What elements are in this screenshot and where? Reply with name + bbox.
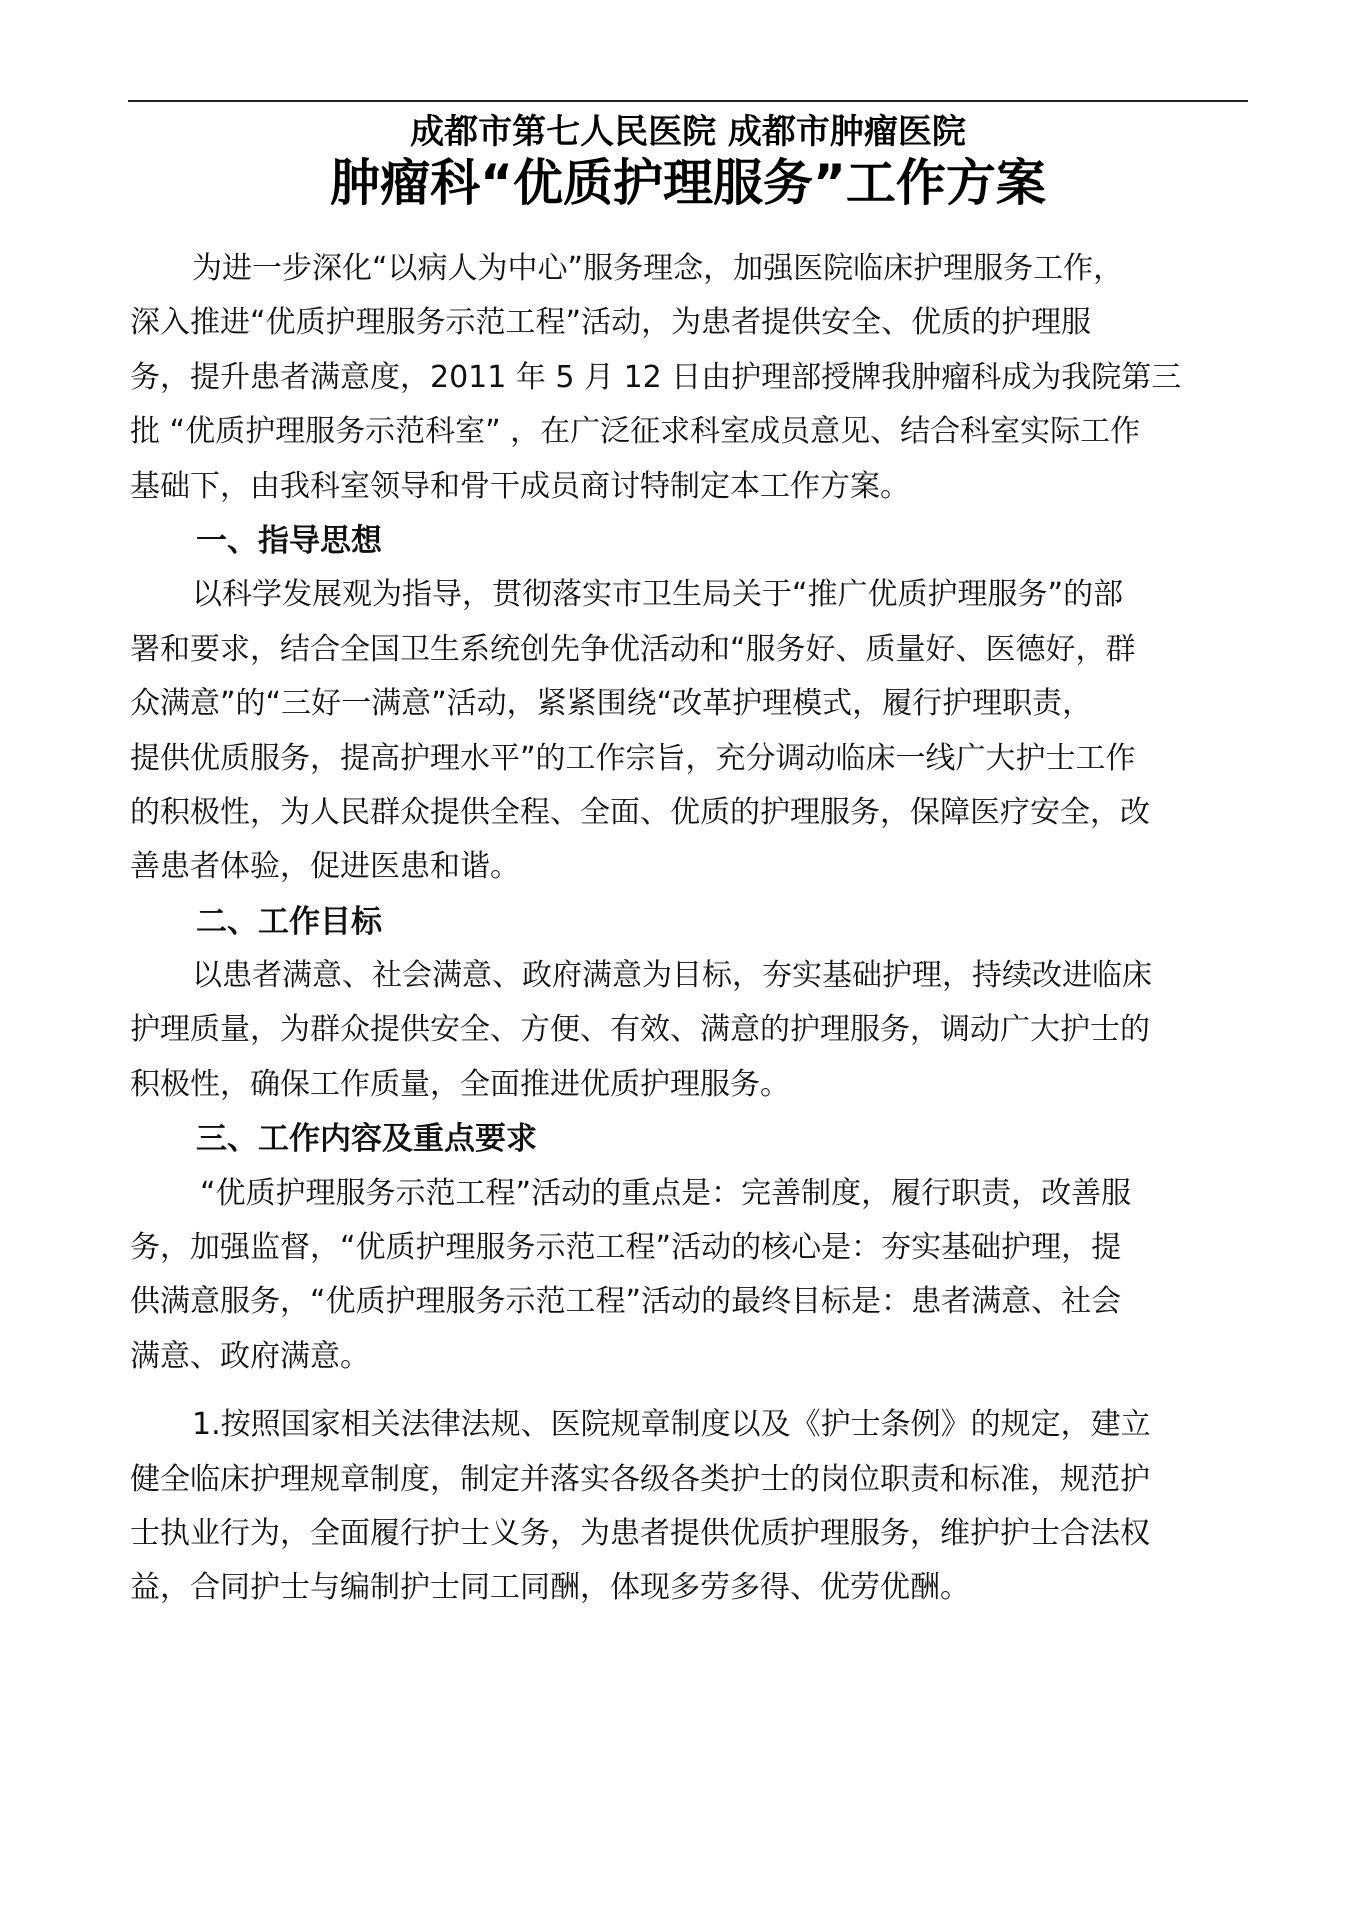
section3-line: 务，加强监督，“优质护理服务示范工程”活动的核心是：夯实基础护理，提 (130, 1230, 1122, 1266)
section2-line: 护理质量，为群众提供安全、方便、有效、满意的护理服务，调动广大护士的 (130, 1012, 1150, 1048)
intro-line: 为进一步深化“以病人为中心”服务理念，加强医院临床护理服务工作， (192, 251, 1124, 286)
section1-line: 众满意”的“三好一满意”活动，紧紧围绕“改革护理模式，履行护理职责， (130, 686, 1093, 722)
item1-line: 健全临床护理规章制度，制定并落实各级各类护士的岗位职责和标准，规范护 (130, 1461, 1150, 1497)
item1-line: 1.按照国家相关法律法规、医院规章制度以及《护士条例》的规定，建立 (192, 1407, 1151, 1443)
section3-line: 满意、政府满意。 (130, 1338, 370, 1374)
intro-line: 务，提升患者满意度，2011 年 5 月 12 日由护理部授牌我肿瘤科成为我院第三 (130, 359, 1182, 395)
section3-line: 供满意服务，“优质护理服务示范工程”活动的最终目标是：患者满意、社会 (130, 1284, 1122, 1320)
section1-line: 以科学发展观为指导，贯彻落实市卫生局关于“推广优质护理服务”的部 (192, 577, 1124, 613)
section1-line: 提供优质服务，提高护理水平”的工作宗旨，充分调动临床一线广大护士工作 (130, 740, 1136, 776)
section1-line: 署和要求，结合全国卫生系统创先争优活动和“服务好、质量好、医德好，群 (130, 631, 1136, 667)
section-heading-work-goals: 二、工作目标 (196, 903, 382, 940)
header-rule (128, 100, 1248, 102)
title-line-hospitals: 成都市第七人民医院 成都市肿瘤医院 (410, 112, 966, 152)
paragraph-gap (130, 1384, 1240, 1398)
intro-line: 批 “优质护理服务示范科室” ，在广泛征求科室成员意见、结合科室实际工作 (130, 414, 1141, 450)
item1-line: 士执业行为，全面履行护士义务，为患者提供优质护理服务，维护护士合法权 (130, 1515, 1150, 1551)
section1-line: 的积极性，为人民群众提供全程、全面、优质的护理服务，保障医疗安全，改 (130, 794, 1150, 830)
document-body (130, 242, 1240, 1616)
section-heading-work-content: 三、工作内容及重点要求 (196, 1121, 537, 1158)
section3-line: “优质护理服务示范工程”活动的重点是：完善制度，履行职责，改善服 (200, 1175, 1132, 1211)
intro-line: 基础下，由我科室领导和骨干成员商讨特制定本工作方案。 (130, 468, 910, 504)
section2-line: 以患者满意、社会满意、政府满意为目标，夯实基础护理，持续改进临床 (192, 958, 1152, 994)
title-line-plan: 肿瘤科“优质护理服务”工作方案 (330, 154, 1046, 212)
item1-line: 益，合同护士与编制护士同工同酬，体现多劳多得、优劳优酬。 (130, 1570, 970, 1606)
intro-line: 深入推进“优质护理服务示范工程”活动，为患者提供安全、优质的护理服 (130, 305, 1092, 341)
section1-line: 善患者体验，促进医患和谐。 (130, 849, 520, 885)
section2-line: 积极性，确保工作质量，全面推进优质护理服务。 (130, 1066, 790, 1102)
section-heading-guiding-thought: 一、指导思想 (196, 522, 382, 559)
